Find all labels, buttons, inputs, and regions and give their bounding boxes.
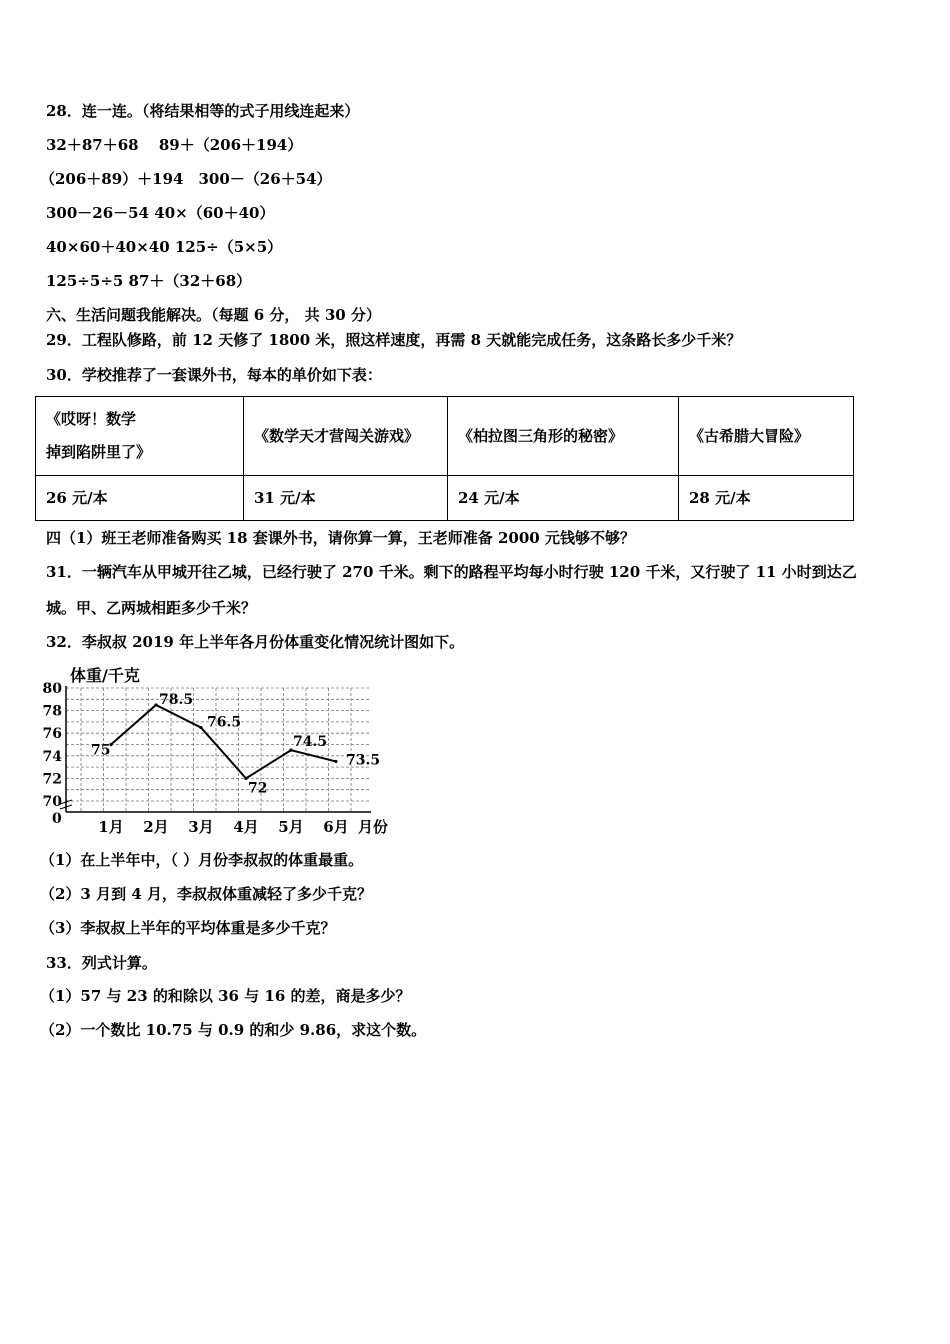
q32-sub-3: （3）李叔叔上半年的平均体重是多少千克？ xyxy=(40,919,336,937)
q33-title: 33．列式计算。 xyxy=(46,954,157,972)
data-label: 74.5 xyxy=(293,734,328,751)
book-name-cell xyxy=(36,397,244,476)
q28-row-3: 300－26－54 40×（60＋40） xyxy=(46,204,275,222)
y-tick-labels xyxy=(43,681,63,810)
book-name-cell: 《古希腊大冒险》 xyxy=(679,397,854,476)
q32-sub-2: （2）3 月到 4 月，李叔叔体重减轻了多少千克？ xyxy=(40,885,372,903)
q33-sub-2: （2）一个数比 10.75 与 0.9 的和少 9.86，求这个数。 xyxy=(40,1021,427,1039)
section-6-title: 六、生活问题我能解决。（每题 6 分， 共 30 分） xyxy=(46,306,381,324)
q28-row-4: 40×60＋40×40 125÷（5×5） xyxy=(46,238,283,256)
y-axis-label: 体重/千克 xyxy=(70,666,140,685)
x-tick-label: 6月 xyxy=(323,818,349,836)
book-name-cell: 《数学天才营闯关游戏》 xyxy=(244,397,448,476)
q28-row-1: 32＋87＋68 89＋（206＋194） xyxy=(46,136,303,154)
y-zero-label: 0 xyxy=(52,811,62,827)
book-price-cell: 26 元/本 xyxy=(36,476,244,521)
book-price-row xyxy=(36,476,854,521)
book-price-table xyxy=(35,396,854,521)
x-tick-labels xyxy=(98,818,348,836)
y-tick-label: 76 xyxy=(42,726,62,743)
q31-line-1: 31．一辆汽车从甲城开往乙城，已经行驶了 270 千米。剩下的路程平均每小时行驶 120 千米，又行驶了 11 小时到达乙 xyxy=(46,563,857,581)
y-tick-label: 80 xyxy=(42,681,62,697)
book-name-row xyxy=(36,397,854,476)
data-label: 73.5 xyxy=(346,752,381,769)
q28-title: 28．连一连。（将结果相等的式子用线连起来） xyxy=(46,102,360,120)
x-tick-label: 5月 xyxy=(278,818,304,836)
y-tick-label: 72 xyxy=(42,771,62,788)
q28-row-5: 125÷5÷5 87＋（32＋68） xyxy=(46,272,252,290)
book-name-line: 掉到陷阱里了》 xyxy=(46,443,152,461)
y-tick-label: 78 xyxy=(42,703,62,720)
x-axis-label: 月份 xyxy=(358,818,389,836)
q31-line-2: 城。甲、乙两城相距多少千米？ xyxy=(46,599,257,617)
data-label: 78.5 xyxy=(159,691,194,708)
data-point xyxy=(334,760,337,763)
weight-line-chart xyxy=(36,660,416,842)
book-price-cell: 24 元/本 xyxy=(448,476,679,521)
data-point xyxy=(154,703,157,706)
q32-sub-1: （1）在上半年中，（ ）月份李叔叔的体重最重。 xyxy=(40,851,364,869)
q29-text: 29．工程队修路，前 12 天修了 1800 米，照这样速度，再需 8 天就能完成任务，这条路长多少千米？ xyxy=(46,331,742,349)
q32-text: 32．李叔叔 2019 年上半年各月份体重变化情况统计图如下。 xyxy=(46,633,465,651)
data-point xyxy=(199,726,202,729)
book-name-line: 《哎呀！数学 xyxy=(46,410,137,428)
x-tick-label: 2月 xyxy=(143,818,169,836)
y-tick-label: 70 xyxy=(42,794,62,810)
q28-row-2: （206＋89）＋194 300－（26＋54） xyxy=(40,170,332,188)
book-price-cell: 31 元/本 xyxy=(244,476,448,521)
q30-text: 30．学校推荐了一套课外书，每本的单价如下表： xyxy=(46,366,382,384)
data-label: 75 xyxy=(91,742,111,759)
book-price-cell: 28 元/本 xyxy=(679,476,854,521)
data-label: 76.5 xyxy=(207,714,242,731)
y-tick-label: 74 xyxy=(42,748,62,765)
book-name-cell: 《柏拉图三角形的秘密》 xyxy=(448,397,679,476)
x-tick-label: 3月 xyxy=(188,818,214,836)
x-tick-label: 4月 xyxy=(233,818,259,836)
q30-question: 四（1）班王老师准备购买 18 套课外书，请你算一算，王老师准备 2000 元钱够不够？ xyxy=(46,529,635,547)
x-tick-label: 1月 xyxy=(98,818,124,836)
q33-sub-1: （1）57 与 23 的和除以 36 与 16 的差，商是多少？ xyxy=(40,987,411,1005)
data-label: 72 xyxy=(248,780,268,797)
